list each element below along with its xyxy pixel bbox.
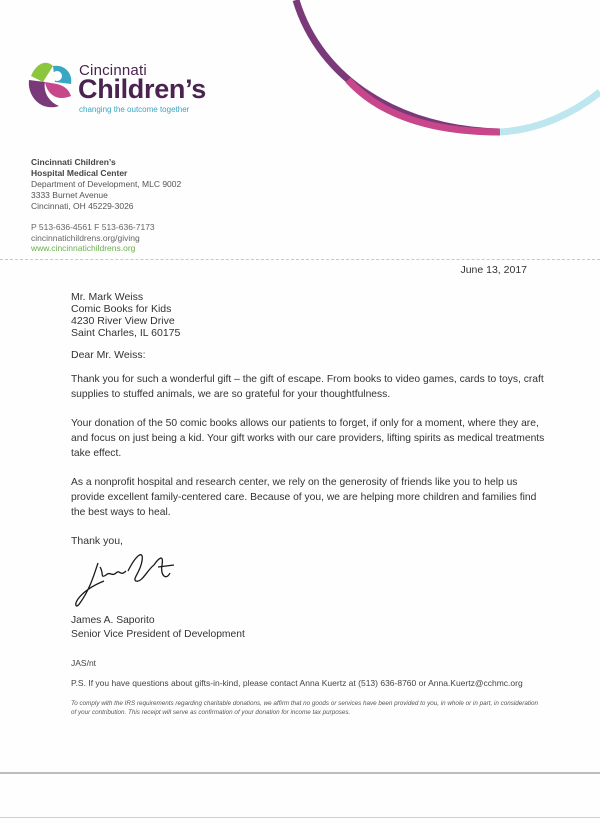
letter-date: June 13, 2017 (460, 264, 527, 276)
logo-tagline: changing the outcome together (79, 105, 190, 114)
body-paragraph-1: Thank you for such a wonderful gift – the gift of escape. From books to video games, cards to toys, craft supplies to stuffed animals, we are so grateful for your thoughtfulness. (71, 374, 544, 400)
closing: Thank you, (71, 535, 123, 547)
sender-contact (31, 222, 155, 254)
recipient-street: 4230 River View Drive (71, 315, 175, 327)
typist-initials: JAS/nt (71, 658, 97, 668)
sender-street: 3333 Burnet Avenue (31, 190, 108, 200)
signer-block (71, 614, 245, 642)
hospital-logo (27, 56, 207, 116)
handwritten-signature (70, 545, 180, 615)
signer-name: James A. Saporito (71, 615, 155, 626)
signer-title: Senior Vice President of Development (71, 629, 245, 640)
sender-name-2: Hospital Medical Center (31, 168, 128, 178)
body-paragraph-3: As a nonprofit hospital and research center, we rely on the generosity of friends like you to help us provide excellent family-centered care. Because of you, we are helping more children and families find the best ways to heal. (71, 477, 537, 518)
recipient-address (71, 291, 180, 339)
bottom-edge-line (0, 772, 600, 774)
sender-department: Department of Development, MLC 9002 (31, 179, 182, 189)
salutation: Dear Mr. Weiss: (71, 349, 146, 361)
logo-name: Children’s (78, 74, 207, 104)
body-paragraph-2: Your donation of the 50 comic books allows our patients to forget, if only for a moment, where they are, and focus on just being a kid. Your gift works with our care providers, lifting spirits as medical treatments take effect. (71, 418, 545, 459)
giving-url: cincinnatichildrens.org/giving (31, 232, 140, 243)
fold-line (0, 259, 600, 261)
sender-address (31, 157, 181, 212)
website-url: www.cincinnatichildrens.org (31, 243, 136, 253)
recipient-name: Mr. Mark Weiss (71, 291, 144, 303)
recipient-org: Comic Books for Kids (71, 303, 172, 315)
sender-phone-fax: P 513-636-4561 F 513-636-7173 (31, 222, 155, 232)
postscript: P.S. If you have questions about gifts-in-kind, please contact Anna Kuertz at (513) 636-8760 or Anna.Kuertz@cchmc.org (71, 678, 523, 688)
irs-disclaimer: To comply with the IRS requirements regarding charitable donations, we affirm that no goods or services have been provided to you, in whole or in part, in consideration of your contribution. This receipt will serve as confirmation of your donation for income tax purposes. (71, 700, 539, 716)
sender-city: Cincinnati, OH 45229-3026 (31, 201, 134, 211)
logo-mark-icon (27, 56, 75, 112)
bottom-edge-line-2 (0, 817, 600, 818)
sender-name-1: Cincinnati Children’s (31, 157, 116, 167)
recipient-city: Saint Charles, IL 60175 (71, 327, 181, 339)
logo-city: Cincinnati (79, 62, 147, 79)
